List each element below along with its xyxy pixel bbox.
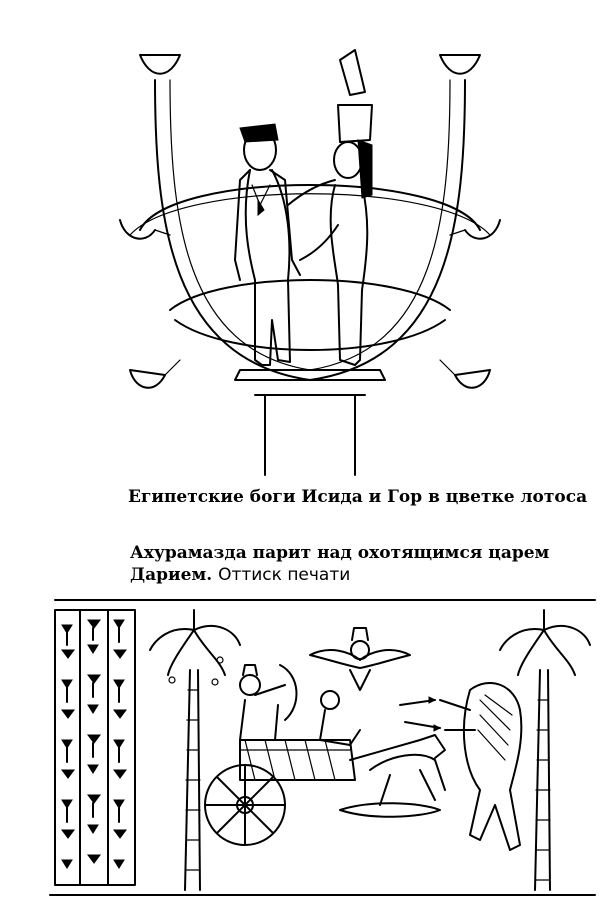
cuneiform-signs (62, 620, 126, 868)
isis-horus-lotus-illustration (100, 20, 520, 480)
caption-ahuramazda-bold: Ахурамазда парит над охотящимся царем Дарием. (130, 543, 550, 585)
caption-isis-horus: Египетские боги Исида и Гор в цветке лотоса (128, 487, 588, 507)
darius-seal-impression (40, 590, 600, 910)
caption-ahuramazda (130, 542, 570, 586)
caption-ahuramazda-normal: Оттиск печати (218, 565, 351, 585)
